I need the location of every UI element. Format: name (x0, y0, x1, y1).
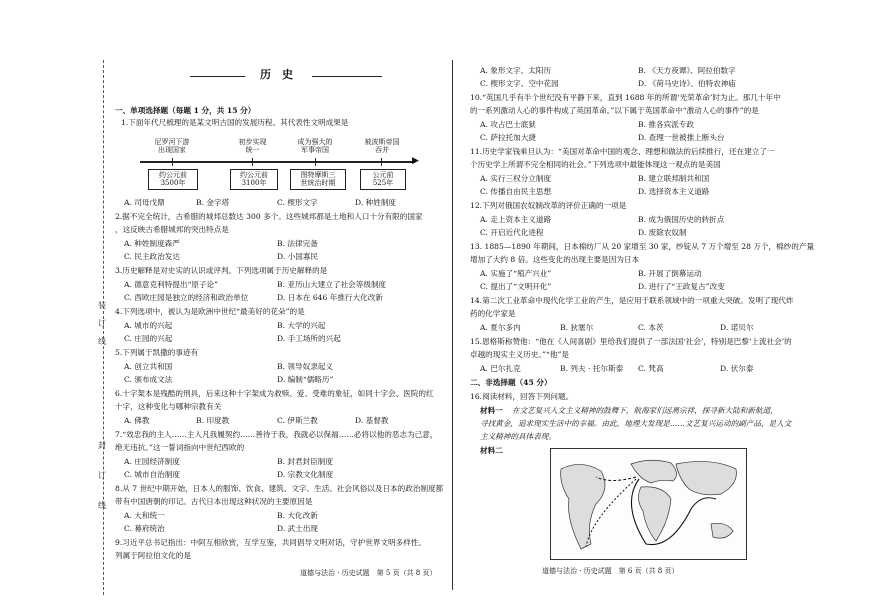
binding-label: 线 (98, 337, 106, 346)
q14-option-a[interactable]: A. 夏尔多内 (480, 323, 521, 332)
q2-option-b[interactable]: B. 法律完备 (277, 239, 318, 248)
q10-option-a[interactable]: A. 攻占巴士底狱 (480, 120, 536, 129)
q3-option-c[interactable]: C. 西欧庄园是独立的经济和政治单位 (124, 293, 249, 302)
timeline-tick (381, 158, 382, 166)
q15-option-c[interactable]: C. 梵高 (638, 364, 664, 373)
question-8-line-1: 8.从 7 世纪中期开始，日本人的服饰、饮食、建筑、文字、生活、社会风俗以及日本的政治制度都 (115, 484, 444, 493)
q9-option-c[interactable]: C. 楔形文字、空中花园 (480, 79, 559, 88)
question-15-line-1: 15.恩格斯称赞他：“他在《人间喜剧》里给我们提供了一部法国‘社会’，特别是巴黎‘上流社会’的 (470, 337, 792, 346)
q10-option-d[interactable]: D. 查理一世被推上断头台 (638, 133, 725, 142)
q2-option-d[interactable]: D. 小国寡民 (277, 252, 319, 261)
page-footer: 道德与法治 · 历史试题 第 5 页（共 8 页） (300, 569, 437, 577)
q6-option-d[interactable]: D. 基督教 (355, 416, 389, 425)
timeline-event-1: 尼罗河下游 出现国家 (154, 138, 190, 155)
world-map-icon (551, 449, 746, 559)
q10-option-b[interactable]: B. 推各宾派专政 (638, 120, 694, 129)
question-12: 12.下列对俄国农奴制改革的评价正确的一项是 (470, 201, 627, 210)
question-1: 1.下面年代尺梳理的是某文明古国的发展历程。其代表性文明成果是 (121, 118, 349, 127)
question-14-line-2: 药的化学家是 (470, 309, 516, 318)
question-6-line-1: 6.十字架本是残酷的刑具，后来这种十字架成为救赎、爱、受难的象征，如同十字会、医院的红 (115, 389, 434, 398)
q5-option-a[interactable]: A. 创立共和国 (124, 362, 173, 371)
q7-option-c[interactable]: C. 城市自治制度 (124, 470, 180, 479)
q15-option-d[interactable]: D. 伏尔泰 (720, 364, 754, 373)
binding-label: 封 (98, 441, 106, 450)
q2-option-c[interactable]: C. 民主政治发达 (124, 252, 180, 261)
question-10-line-1: 10.“英国几乎有半个世纪没有平静下来，直到 1688 年的所谓‘光荣革命’时为止。那几十年中 (470, 93, 781, 102)
q5-option-d[interactable]: D. 编制“儒略历” (277, 375, 334, 384)
question-10-line-2: 的一系列激动人心的事件构成了英国革命。”以下属于英国革命中“激动人心的事件”的是 (470, 106, 759, 115)
q8-option-b[interactable]: B. 大化改新 (277, 511, 318, 520)
q5-option-c[interactable]: C. 颁布成文法 (124, 375, 173, 384)
binding-label: 订 (98, 319, 106, 328)
q2-option-a[interactable]: A. 种姓制度森严 (124, 239, 180, 248)
q13-option-b[interactable]: B. 开展了倒幕运动 (638, 269, 702, 278)
timeline-date-1: 约公元前 3500年 (148, 169, 198, 190)
q12-option-a[interactable]: A. 走上资本主义道路 (480, 215, 552, 224)
q10-option-c[interactable]: C. 萨拉托加大捷 (480, 133, 536, 142)
q7-option-b[interactable]: B. 封君封臣制度 (277, 457, 333, 466)
q11-option-c[interactable]: C. 传播自由民主思想 (480, 187, 552, 196)
binding-label: 装 (98, 301, 106, 310)
question-15-line-2: 卓越的现实主义历史。”“他”是 (470, 350, 569, 359)
q6-option-c[interactable]: C. 伊斯兰教 (277, 416, 318, 425)
q3-option-a[interactable]: A. 德意克利特提出“原子论” (124, 280, 219, 289)
q12-option-b[interactable]: B. 成为俄国历史的转折点 (638, 215, 725, 224)
q4-option-c[interactable]: C. 庄园的兴起 (124, 334, 173, 343)
section-1-heading: 一、单项选择题（每题 1 分，共 15 分） (115, 106, 256, 115)
timeline-date-2: 约公元前 3100年 (230, 169, 278, 190)
q6-option-a[interactable]: A. 佛教 (124, 416, 150, 425)
timeline-event-3: 成为强大的 军事帝国 (297, 138, 333, 155)
material-1-line-1: 在文艺复兴人文主义精神的鼓舞下，航海家们远离宗祥，探寻新大陆和新航道， (512, 406, 778, 415)
question-2-line-2: ，这反映古希腊城邦的突出特点是 (115, 225, 229, 234)
question-14-line-1: 14.第二次工业革命中现代化学工业的产生，是应用于联系领域中的一项重大突破。发明了现代炸 (470, 296, 794, 305)
binding-label: 订 (98, 471, 106, 480)
timeline-event-2: 初步实现 统一 (238, 138, 267, 155)
question-2-line-1: 2.据不完全统计，古希腊的城邦总数达 300 多个。这些城邦都是土地和人口十分有限的国家 (115, 212, 423, 221)
page-footer: 道德与法治 · 历史试题 第 6 页（共 8 页） (542, 567, 679, 575)
title-rule-right (312, 76, 382, 77)
q4-option-d[interactable]: D. 手工场所的兴起 (277, 334, 341, 343)
q13-option-d[interactable]: D. 进行了“王政复古”改变 (638, 282, 725, 291)
timeline-tick (315, 158, 316, 166)
q11-option-b[interactable]: B. 建立联邦制共和国 (638, 174, 710, 183)
timeline-axis (140, 161, 415, 163)
question-9-line-2: 列属于阿拉伯文化的是 (115, 551, 191, 560)
q13-option-a[interactable]: A. 实施了“殖产兴业” (480, 269, 552, 278)
q14-option-c[interactable]: C. 本茨 (638, 323, 664, 332)
q9-option-a[interactable]: A. 象形文字、太阳历 (480, 66, 552, 75)
question-13-line-2: 增加了大约 8 倍。这些变化的出现主要是因为日本 (470, 255, 640, 264)
q4-option-a[interactable]: A. 城市的兴起 (124, 321, 173, 330)
material-2-label: 材料二 (480, 446, 503, 455)
section-2-heading: 二、非选择题（45 分） (470, 378, 552, 387)
q11-option-a[interactable]: A. 实行三权分立制度 (480, 174, 552, 183)
question-11-line-1: 11.历史学家钱乘旦认为：“美国对革命中国的观念、理想和做法的后续推行，还在建立了一 (470, 147, 775, 156)
q15-option-a[interactable]: A. 巴尔扎克 (480, 364, 521, 373)
q8-option-a[interactable]: A. 大和统一 (124, 511, 165, 520)
question-7-line-1: 7.“效忠我的主人……主人凡我履契约……善待于我，我就必以保福……必将以他的恶志为己意， (115, 430, 438, 439)
question-8-line-2: 带有中国唐朝的印记。古代日本出现这种状况的主要原因是 (115, 497, 313, 506)
question-6-line-2: 十字，这种变化与哪种宗教有关 (115, 402, 222, 411)
q4-option-b[interactable]: B. 大学的兴起 (277, 321, 326, 330)
q5-option-b[interactable]: B. 领导奴隶起义 (277, 362, 333, 371)
q1-option-d[interactable]: D. 种姓制度 (355, 198, 397, 207)
q7-option-d[interactable]: D. 宗教文化制度 (277, 470, 334, 479)
timeline-arrow-icon: ▶ (412, 156, 419, 166)
material-1-line-2: 寻找黄金，追求现实生活中的幸福。由此，地理大发现是……文艺复兴运动的副产品，是人文 (480, 419, 792, 428)
q11-option-d[interactable]: D. 选择资本主义道路 (638, 187, 710, 196)
q13-option-c[interactable]: C. 提出了“文明开化” (480, 282, 552, 291)
material-1-line-3: 主义精神的具体表现。 (480, 432, 556, 441)
q8-option-d[interactable]: D. 武士出现 (277, 524, 319, 533)
voyage-map (550, 448, 747, 560)
timeline-date-4: 公元前 525年 (360, 169, 406, 190)
q9-option-d[interactable]: D. 《荷马史诗》、伯特农神庙 (638, 79, 736, 88)
question-3: 3.历史解释是对史实的认识或评判。下列选项属于历史解释的是 (115, 266, 328, 275)
timeline-date-3: 图特摩斯三 世统治时期 (290, 169, 346, 190)
q12-option-d[interactable]: D. 废除农奴制 (638, 228, 687, 237)
q1-option-c[interactable]: C. 楔形文字 (277, 198, 318, 207)
q6-option-b[interactable]: B. 印度教 (196, 416, 230, 425)
q15-option-b[interactable]: B. 列夫 · 托尔斯泰 (560, 364, 624, 373)
question-7-line-2: 绝无违抗。”这一誓词指向中世纪西欧的 (115, 443, 245, 452)
timeline-tick (172, 158, 173, 166)
question-11-line-2: 个历史学上所谓不完全相同的社会。”下列选项中最能体现这一观点的是美国 (470, 160, 721, 169)
q3-option-d[interactable]: D. 日本在 646 年推行大化改新 (277, 293, 383, 302)
question-5: 5.下列属于凯撒的事迹有 (115, 348, 199, 357)
timeline-event-4: 被波斯帝国 吞并 (364, 138, 400, 155)
q12-option-c[interactable]: C. 开启近代化进程 (480, 228, 544, 237)
q14-option-b[interactable]: B. 狄塞尔 (560, 323, 594, 332)
material-1-label: 材料一 (480, 406, 503, 415)
binding-dash-line (103, 60, 104, 595)
question-16: 16.阅读材料，回答下列问题。 (470, 392, 574, 401)
timeline-tick (252, 158, 253, 166)
q3-option-b[interactable]: B. 亚历山大建立了社会等级制度 (277, 280, 387, 289)
title-rule-left (190, 76, 245, 77)
q7-option-a[interactable]: A. 庄园经济制度 (124, 457, 180, 466)
q8-option-c[interactable]: C. 幕府统治 (124, 524, 165, 533)
q1-option-a[interactable]: A. 司母戊鼎 (124, 198, 165, 207)
question-9-line-1: 9.习近平总书记指出：中阿互相欣赏，互学互鉴，共同倡导文明对话，守护世界文明多样性。 (115, 538, 426, 547)
binding-label: 线 (98, 501, 106, 510)
question-13-line-1: 13. 1885—1890 年期间，日本棉纺厂从 20 家增至 30 家，纱锭从 7 万个增至 28 万个，棉纱的产量 (470, 242, 815, 251)
right-page (440, 0, 870, 615)
q9-option-b[interactable]: B. 《天方夜谭》、阿拉伯数字 (638, 66, 736, 75)
q14-option-d[interactable]: D. 诺贝尔 (720, 323, 754, 332)
question-4: 4.下列选项中，被认为是欧洲中世纪“最美好的花朵”的是 (115, 307, 305, 316)
page-title: 历 史 (260, 68, 293, 81)
q1-option-b[interactable]: B. 金字塔 (196, 198, 230, 207)
